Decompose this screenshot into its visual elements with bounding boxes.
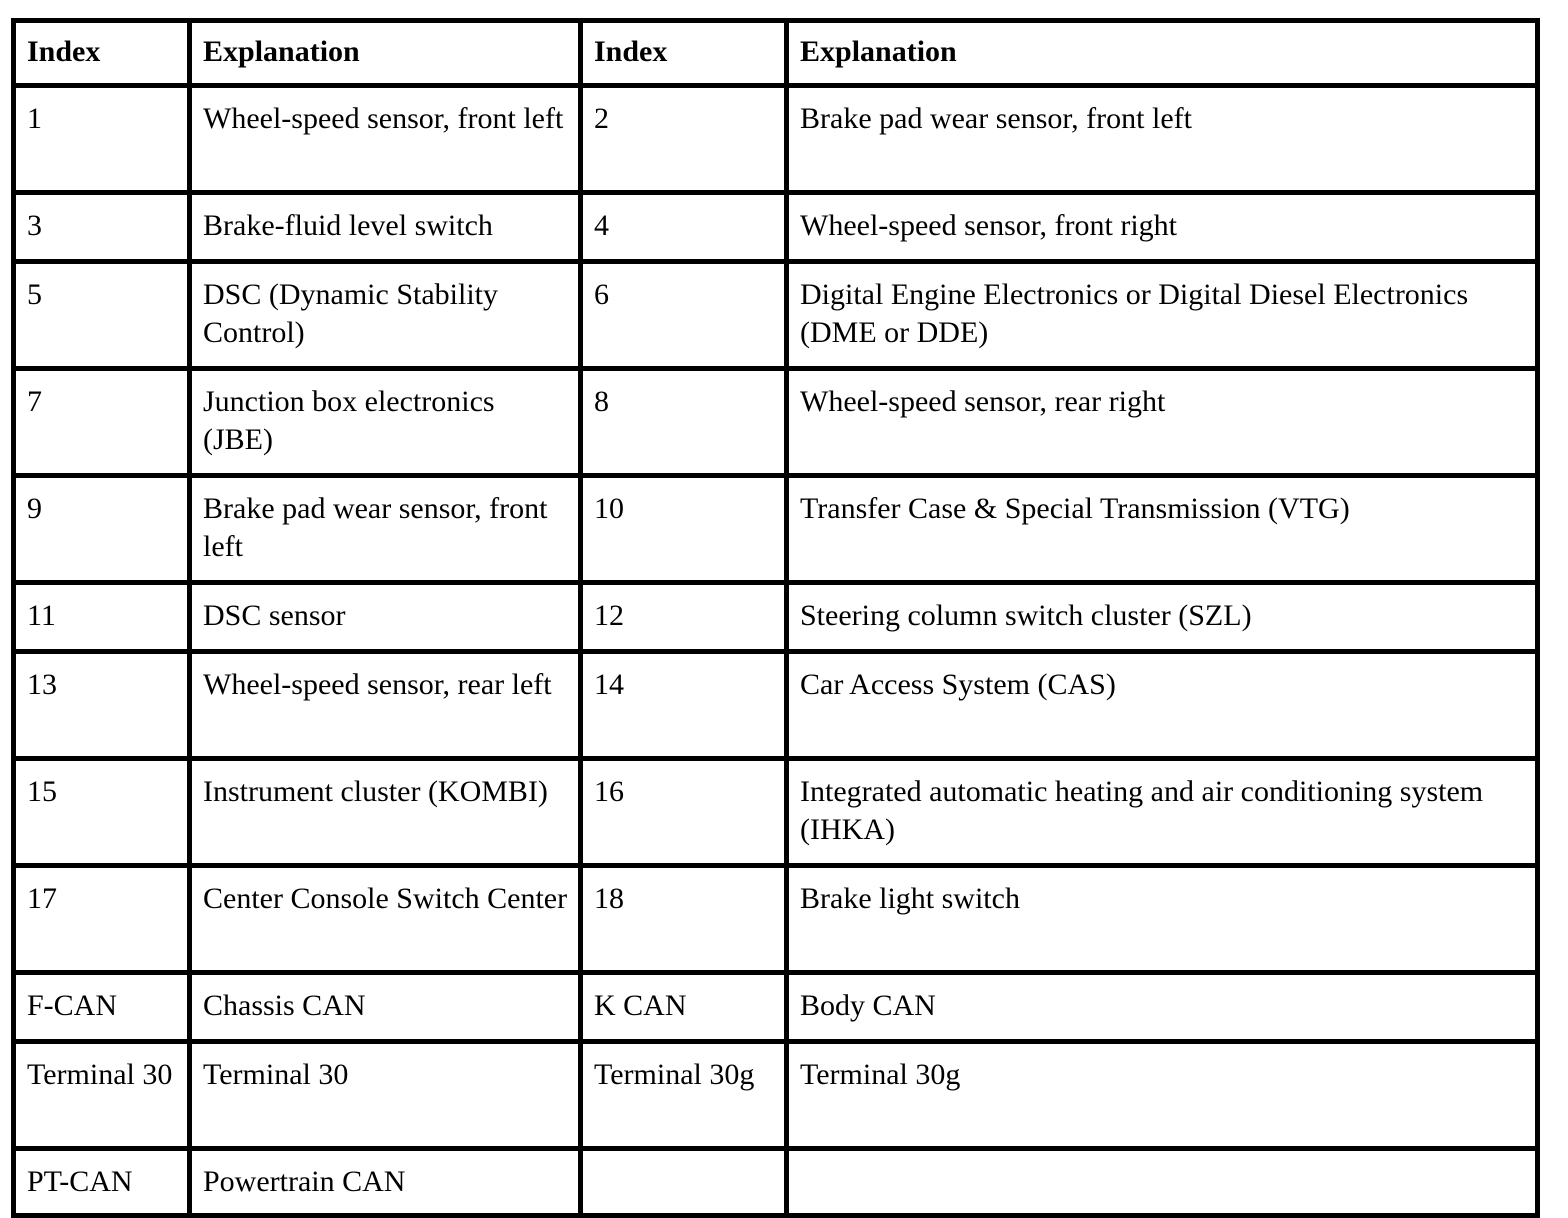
- table-row: [14, 759, 1538, 866]
- table-row: [14, 1149, 1538, 1216]
- index-cell: 1: [14, 86, 190, 193]
- explanation-cell: [787, 1149, 1538, 1216]
- index-cell: 16: [581, 759, 787, 866]
- index-cell: 7: [14, 369, 190, 476]
- index-cell: K CAN: [581, 973, 787, 1042]
- index-cell: 9: [14, 476, 190, 583]
- index-cell: Terminal 30g: [581, 1042, 787, 1149]
- index-cell: Terminal 30: [14, 1042, 190, 1149]
- index-cell: 3: [14, 193, 190, 262]
- index-cell: 6: [581, 262, 787, 369]
- index-cell: PT-CAN: [14, 1149, 190, 1216]
- explanation-cell: Terminal 30g: [787, 1042, 1538, 1149]
- index-cell: 17: [14, 866, 190, 973]
- index-cell: F-CAN: [14, 973, 190, 1042]
- index-cell: 18: [581, 866, 787, 973]
- index-cell: 10: [581, 476, 787, 583]
- explanation-cell: Junction box electronics (JBE): [190, 369, 581, 476]
- index-cell: 4: [581, 193, 787, 262]
- table-header-row: [14, 21, 1538, 86]
- index-cell: 13: [14, 652, 190, 759]
- explanation-cell: Brake pad wear sensor, front left: [787, 86, 1538, 193]
- table-row: [14, 193, 1538, 262]
- explanation-cell: Instrument cluster (KOMBI): [190, 759, 581, 866]
- explanation-cell: Steering column switch cluster (SZL): [787, 583, 1538, 652]
- legend-table: [11, 18, 1540, 1218]
- explanation-cell: Terminal 30: [190, 1042, 581, 1149]
- explanation-cell: Transfer Case & Special Transmission (VTG): [787, 476, 1538, 583]
- explanation-cell: Integrated automatic heating and air conditioning system (IHKA): [787, 759, 1538, 866]
- index-cell: [581, 1149, 787, 1216]
- table-row: [14, 369, 1538, 476]
- table-row: [14, 583, 1538, 652]
- explanation-cell: DSC (Dynamic Stability Control): [190, 262, 581, 369]
- table-row: [14, 262, 1538, 369]
- explanation-cell: Brake-fluid level switch: [190, 193, 581, 262]
- table-row: [14, 86, 1538, 193]
- index-cell: 15: [14, 759, 190, 866]
- explanation-cell: Car Access System (CAS): [787, 652, 1538, 759]
- explanation-cell: Chassis CAN: [190, 973, 581, 1042]
- index-cell: 14: [581, 652, 787, 759]
- explanation-cell: Center Console Switch Center: [190, 866, 581, 973]
- table-row: [14, 973, 1538, 1042]
- index-cell: 12: [581, 583, 787, 652]
- explanation-cell: DSC sensor: [190, 583, 581, 652]
- column-header-index-1: Index: [14, 21, 190, 86]
- index-cell: 8: [581, 369, 787, 476]
- column-header-index-2: Index: [581, 21, 787, 86]
- index-cell: 11: [14, 583, 190, 652]
- index-cell: 2: [581, 86, 787, 193]
- table-row: [14, 476, 1538, 583]
- explanation-cell: Wheel-speed sensor, rear right: [787, 369, 1538, 476]
- explanation-cell: Digital Engine Electronics or Digital Diesel Electronics (DME or DDE): [787, 262, 1538, 369]
- explanation-cell: Wheel-speed sensor, front left: [190, 86, 581, 193]
- column-header-explanation-1: Explanation: [190, 21, 581, 86]
- explanation-cell: Body CAN: [787, 973, 1538, 1042]
- explanation-cell: Brake light switch: [787, 866, 1538, 973]
- table-row: [14, 652, 1538, 759]
- explanation-cell: Powertrain CAN: [190, 1149, 581, 1216]
- explanation-cell: Wheel-speed sensor, front right: [787, 193, 1538, 262]
- explanation-cell: Brake pad wear sensor, front left: [190, 476, 581, 583]
- column-header-explanation-2: Explanation: [787, 21, 1538, 86]
- index-cell: 5: [14, 262, 190, 369]
- explanation-cell: Wheel-speed sensor, rear left: [190, 652, 581, 759]
- table-row: [14, 866, 1538, 973]
- table-row: [14, 1042, 1538, 1149]
